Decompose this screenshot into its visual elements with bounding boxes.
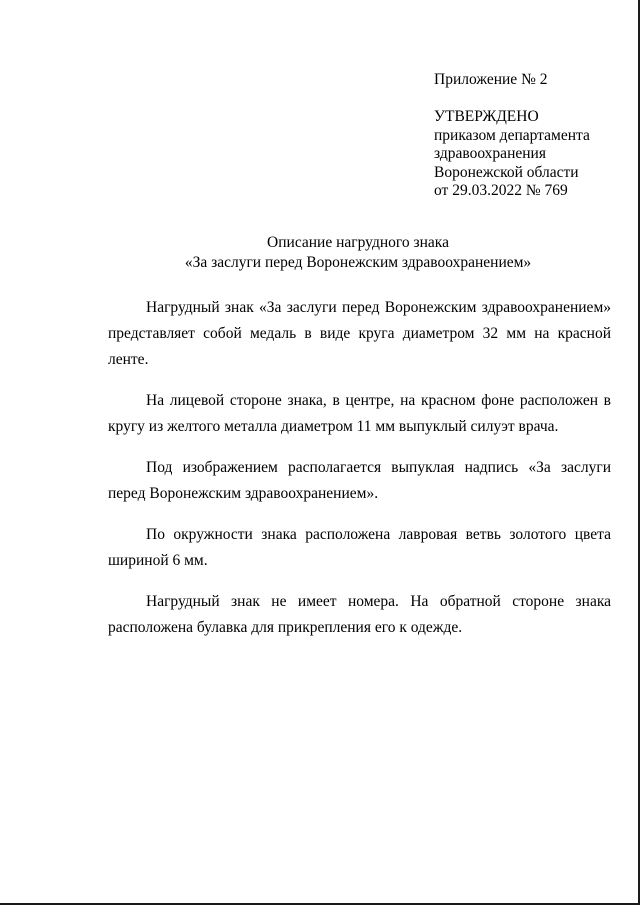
approval-line: приказом департамента <box>434 126 590 144</box>
document-body <box>108 295 611 656</box>
body-paragraph: На лицевой стороне знака, в центре, на красном фоне расположен в кругу из желтого металла диаметром 11 мм выпуклый силуэт врача. <box>108 392 611 435</box>
appendix-label: Приложение № 2 <box>434 71 548 88</box>
document-title <box>108 233 608 272</box>
body-paragraph: Нагрудный знак «За заслуги перед Воронежским здравоохранением» представляет собой медаль в виде круга диаметром 32 мм на красной ленте. <box>108 299 611 368</box>
approval-line: здравоохранения <box>434 145 546 162</box>
body-paragraph: Нагрудный знак не имеет номера. На обратной стороне знака расположена булавка для прикрепления его к одежде. <box>108 593 611 636</box>
title-line-2: «За заслуги перед Воронежским здравоохранением» <box>184 253 532 271</box>
approval-block <box>434 108 590 201</box>
approval-line: от 29.03.2022 № 769 <box>434 182 568 199</box>
body-paragraph: Под изображением располагается выпуклая надпись «За заслуги перед Воронежским здравоохранением». <box>108 459 611 502</box>
body-paragraph: По окружности знака расположена лавровая ветвь золотого цвета шириной 6 мм. <box>108 526 611 569</box>
approval-line: Воронежской области <box>434 163 579 181</box>
approval-heading: УТВЕРЖДЕНО <box>434 108 539 125</box>
title-line-1: Описание нагрудного знака <box>267 234 449 251</box>
